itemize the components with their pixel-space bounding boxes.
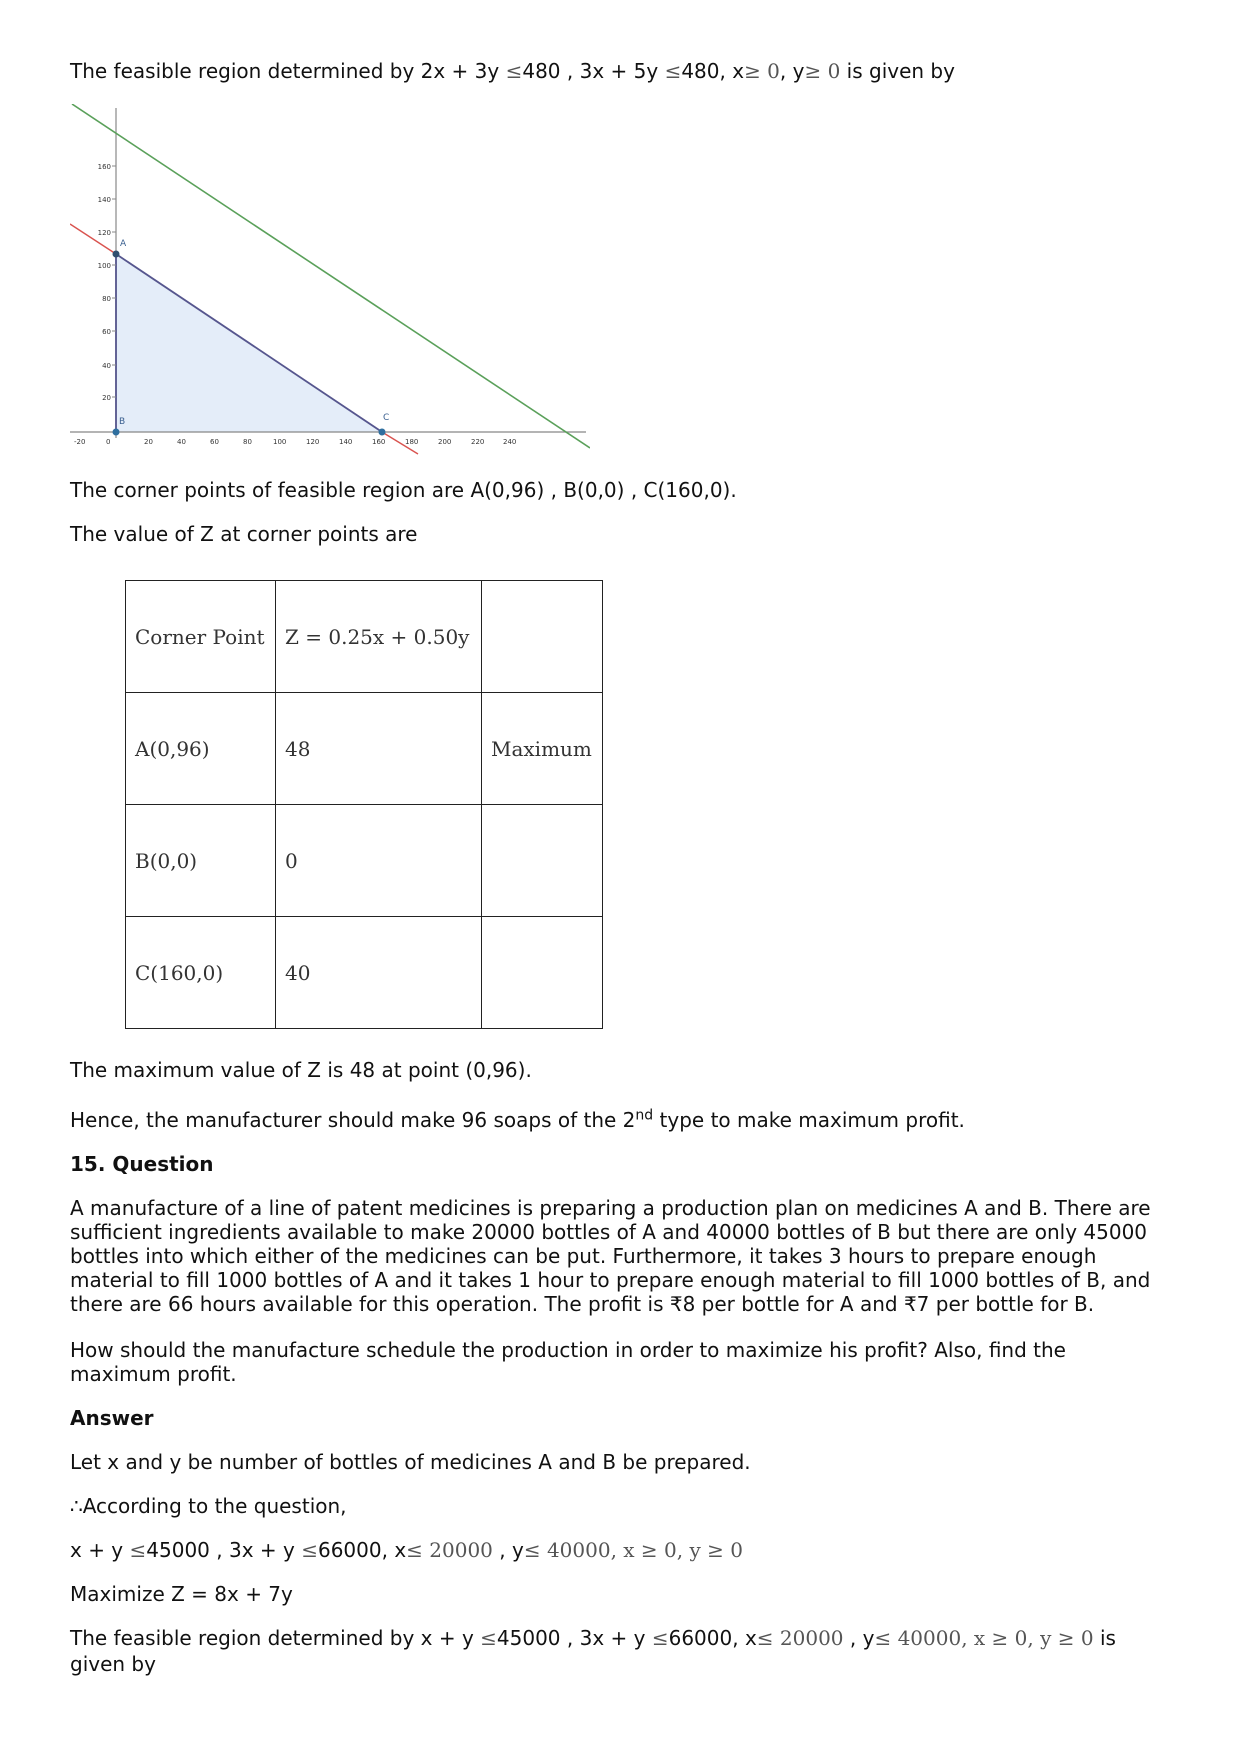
table-cell: C(160,0): [126, 917, 276, 1029]
y-tick: 160: [97, 163, 111, 171]
table-header-cell: Z = 0.25x + 0.50y: [276, 581, 482, 693]
point-c: [379, 429, 386, 436]
point-a: [113, 251, 120, 258]
x-tick: 0: [106, 438, 111, 446]
leq-symbol: ≤: [505, 59, 523, 83]
y-tick: 20: [102, 394, 111, 402]
corner-point-table: [125, 580, 603, 1029]
x-tick: 140: [339, 438, 353, 446]
table-header-cell: [482, 581, 603, 693]
leq-symbol: ≤: [664, 59, 682, 83]
table-row: [126, 917, 603, 1029]
question-heading: 15. Question: [70, 1152, 214, 1176]
intro-text: is given by: [846, 59, 955, 83]
y-tick: 100: [97, 262, 111, 270]
question-text: A manufacture of a line of patent medicines is preparing a production plan on medicines A and B. There are sufficient ingredients available to make 20000 bottles of A and 40000 bottles of B but there are only 45000 bottles into which either of the medicines can be put. Furthermore, it takes 3 hours to prepare enough material to fill 1000 bottles of A and it takes 1 hour to prepare enough material to fill 1000 bottles of B, and there are 66 hours available for this operation. The profit is ₹8 per bottle for A and ₹7 per bottle for B.: [70, 1196, 1151, 1316]
table-cell: B(0,0): [126, 805, 276, 917]
question-text-2: How should the manufacture schedule the production in order to maximize his profit? Also, find the maximum profit.: [70, 1338, 1066, 1386]
according-text: ∴According to the question,: [70, 1494, 347, 1518]
intro-line: [70, 59, 955, 83]
x-tick: 60: [210, 438, 219, 446]
x-tick: 160: [372, 438, 386, 446]
table-row: [126, 693, 603, 805]
x-tick: 240: [503, 438, 517, 446]
value-text: The value of Z at corner points are: [70, 522, 418, 546]
y-tick: 120: [97, 229, 111, 237]
intro-text: 480 , 3x + 5y: [522, 59, 659, 83]
table-row: [126, 805, 603, 917]
maximize-text: Maximize Z = 8x + 7y: [70, 1582, 293, 1606]
feasible-line-2: The feasible region determined by x + y ≤45000 , 3x + y ≤66000, x≤ 20000 , y≤ 40000, x ≥ 0, y ≥ 0 is: [70, 1626, 1116, 1650]
intro-text: The feasible region determined by 2x + 3y: [70, 59, 500, 83]
x-tick-labels: [74, 438, 516, 446]
x-tick: 220: [471, 438, 485, 446]
table-cell: A(0,96): [126, 693, 276, 805]
point-b: [113, 429, 120, 436]
geq-zero: ≥ 0: [744, 59, 780, 83]
x-tick: 100: [273, 438, 287, 446]
feasible-line-2b: given by: [70, 1652, 156, 1676]
table-cell: 0: [276, 805, 482, 917]
x-tick: 120: [306, 438, 320, 446]
y-tick: 40: [102, 362, 111, 370]
y-tick-labels: [98, 163, 111, 402]
point-label-a: A: [120, 239, 127, 249]
geq-zero: ≥ 0: [804, 59, 841, 83]
point-label-c: C: [383, 413, 390, 423]
intro-text: 480, x: [681, 59, 745, 83]
let-text: Let x and y be number of bottles of medicines A and B be prepared.: [70, 1450, 751, 1474]
table-cell: [482, 805, 603, 917]
x-tick: 200: [438, 438, 452, 446]
hence-text: Hence, the manufacturer should make 96 soaps of the 2nd type to make maximum profit.: [70, 1107, 965, 1132]
x-tick: 20: [144, 438, 153, 446]
constraints-line: x + y ≤45000 , 3x + y ≤66000, x≤ 20000 , y≤ 40000, x ≥ 0, y ≥ 0: [70, 1538, 743, 1562]
intro-text: , y: [779, 59, 805, 83]
table-header-row: [126, 581, 603, 693]
point-label-b: B: [119, 417, 126, 427]
y-tick: 60: [102, 328, 111, 336]
table-cell: 48: [276, 693, 482, 805]
x-tick: 40: [177, 438, 186, 446]
answer-heading: Answer: [70, 1406, 154, 1430]
x-tick: 180: [405, 438, 419, 446]
table-cell: Maximum: [482, 693, 603, 805]
y-tick: 140: [97, 196, 111, 204]
x-tick: -20: [74, 438, 86, 446]
table-header-cell: Corner Point: [126, 581, 276, 693]
x-tick: 80: [243, 438, 252, 446]
corner-points-text: The corner points of feasible region are A(0,96) , B(0,0) , C(160,0).: [70, 478, 737, 502]
max-text: The maximum value of Z is 48 at point (0,96).: [70, 1058, 532, 1082]
table-cell: 40: [276, 917, 482, 1029]
y-tick: 80: [102, 295, 111, 303]
feasible-region-graph: [70, 104, 590, 456]
table-cell: [482, 917, 603, 1029]
